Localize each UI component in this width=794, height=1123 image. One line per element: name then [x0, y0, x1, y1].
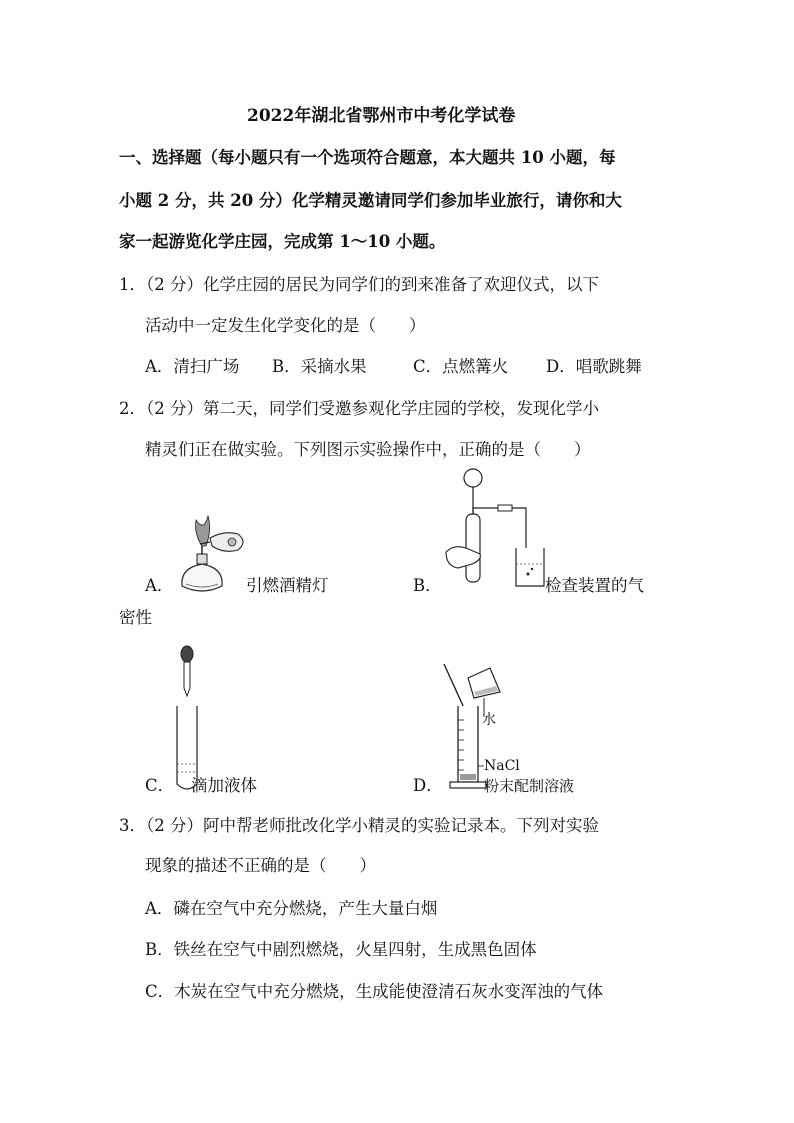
- alcohol-lamp-figure: [172, 508, 252, 600]
- question-2-option-d-letter: D．: [413, 776, 443, 795]
- question-2-option-d-nacl-label: NaCl: [484, 758, 520, 774]
- question-3-option-a: A．磷在空气中充分燃烧，产生大量白烟: [145, 899, 438, 918]
- exam-title: 2022年湖北省鄂州市中考化学试卷: [247, 106, 516, 126]
- question-1-option-d: D．唱歌跳舞: [546, 357, 642, 376]
- question-2-option-b-caption: 检查装置的气: [545, 576, 644, 595]
- question-2-option-b-letter: B．: [413, 576, 442, 595]
- dropper-test-tube-figure: [172, 644, 202, 794]
- question-2-stem-line-2: 精灵们正在做实验。下列图示实验操作中，正确的是（ ）: [145, 440, 591, 459]
- question-2-option-d-caption: 粉末配制溶液: [484, 777, 575, 795]
- question-2-option-a-caption: 引燃酒精灯: [246, 576, 329, 595]
- section-header-line-2: 小题 2 分，共 20 分）化学精灵邀请同学们参加毕业旅行，请你和大: [119, 191, 622, 210]
- airtightness-apparatus-figure: [440, 468, 550, 592]
- question-2-option-c-letter: C．: [145, 776, 175, 795]
- section-header-line-1: 一、选择题（每小题只有一个选项符合题意，本大题共 10 小题，每: [119, 148, 616, 167]
- question-1-stem-line-1: 1．（2 分）化学庄园的居民为同学们的到来准备了欢迎仪式，以下: [119, 275, 599, 294]
- question-1-stem-line-2: 活动中一定发生化学变化的是（ ）: [145, 316, 426, 335]
- question-3-stem-line-2: 现象的描述不正确的是（ ）: [145, 856, 376, 875]
- question-2-option-d-water-label: 水: [482, 712, 496, 728]
- question-1-option-c: C．点燃篝火: [413, 357, 509, 376]
- question-1-option-b: B．采摘水果: [272, 357, 367, 376]
- question-2-option-a-letter: A．: [145, 576, 174, 595]
- question-1-option-a: A．清扫广场: [145, 357, 240, 376]
- question-3-option-b: B．铁丝在空气中剧烈燃烧，火星四射，生成黑色固体: [145, 940, 537, 959]
- question-3-stem-line-1: 3．（2 分）阿中帮老师批改化学小精灵的实验记录本。下列对实验: [119, 816, 599, 835]
- question-2-stem-line-1: 2．（2 分）第二天，同学们受邀参观化学庄园的学校，发现化学小: [119, 399, 599, 418]
- question-2-option-c-caption: 滴加液体: [191, 776, 257, 795]
- section-header-line-3: 家一起游览化学庄园，完成第 1～10 小题。: [119, 232, 446, 251]
- question-2-option-b-caption-cont: 密性: [119, 608, 152, 627]
- question-3-option-c: C．木炭在空气中充分燃烧，生成能使澄清石灰水变浑浊的气体: [145, 982, 604, 1001]
